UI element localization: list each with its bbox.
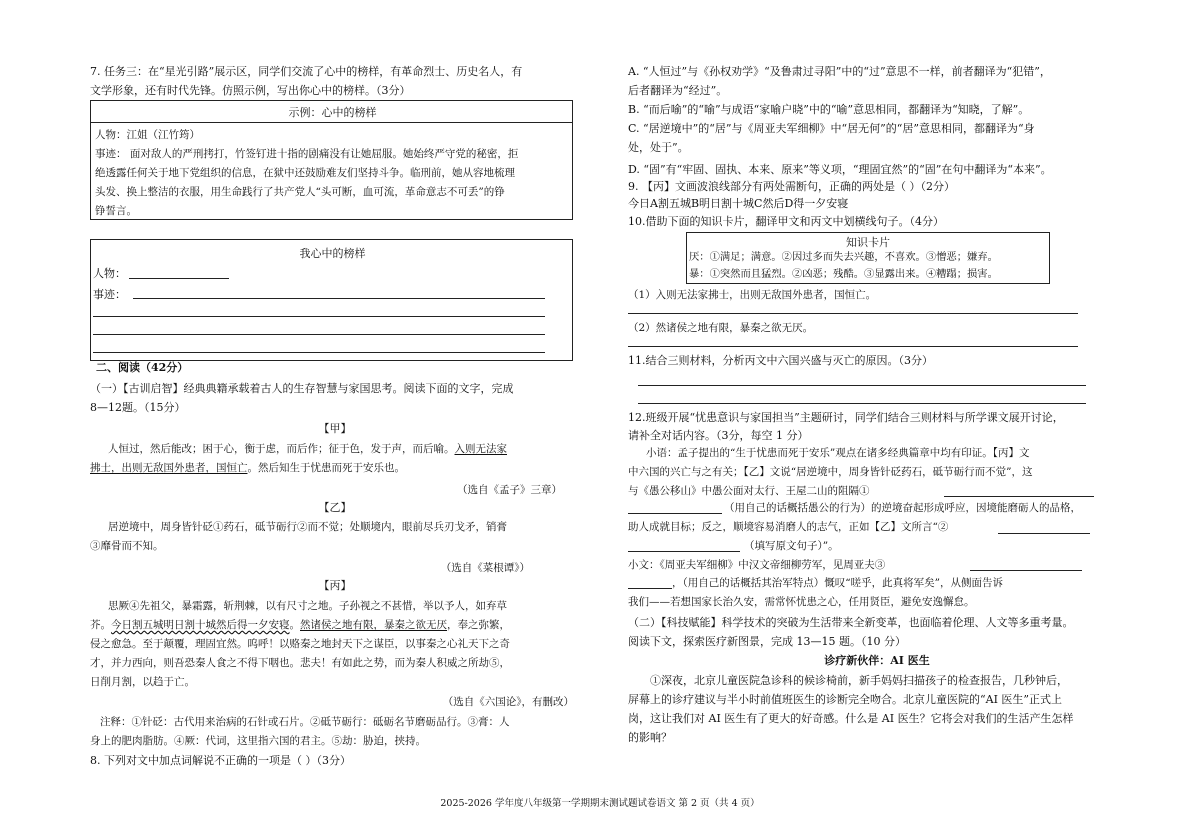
bing-label: 【丙】 bbox=[318, 579, 352, 592]
yi-label: 【乙】 bbox=[318, 501, 352, 514]
q7-line-1: 7. 任务三：在“星光引路”展示区，同学们交流了心中的榜样，有革命烈士、历史名人，有 bbox=[90, 65, 523, 78]
yi-line-2: ③靡骨而不知。 bbox=[90, 540, 164, 552]
page-footer: 2025-2026 学年度八年级第一学期期末测试题试卷语文 第 2 页（共 4 页） bbox=[440, 798, 760, 809]
deeds-blank-3[interactable] bbox=[93, 334, 545, 335]
jia-label: 【甲】 bbox=[318, 422, 352, 435]
q12-dialog-7: 小文：《周亚夫军细柳》中汉文帝细柳劳军，见周亚夫③ bbox=[628, 559, 886, 571]
q9-sentence: 今日A割五城B明日割十城C然后D得一夕安寝 bbox=[628, 197, 849, 210]
q12-dialog-5: 助人成就目标；反之，顺境容易消磨人的志气，正如【乙】文所言“② bbox=[628, 521, 949, 533]
q8-stem: 8. 下列对文中加点词解说不正确的一项是（ ）（3分） bbox=[90, 754, 351, 767]
yi-line-1: 居逆境中，周身皆针砭①药石，砥节砺行②而不觉；处顺境内，眼前尽兵刃戈矛，销膏 bbox=[108, 521, 507, 533]
q12-blank-2b[interactable] bbox=[628, 551, 740, 552]
part1-intro-2: 8—12题。（15分） bbox=[90, 401, 186, 414]
q10-answer-line-1[interactable] bbox=[628, 313, 1078, 314]
deeds-blank-4[interactable] bbox=[93, 352, 545, 353]
jia-source: （选自《孟子》三章） bbox=[457, 484, 562, 496]
q11-answer-line-2[interactable] bbox=[638, 403, 1086, 404]
q8-option-c-1: C. “居逆境中”的“居”与《周亚夫军细柳》中“居无何”的“居”意思相同，都翻译为“身 bbox=[628, 122, 1035, 135]
q9-stem: 9. 【丙】文画波浪线部分有两处需断句，正确的两处是（ ）（2分） bbox=[628, 180, 955, 193]
q12-dialog-1: 小语：孟子提出的“生于忧患而死于安乐”观点在诸多经典篇章中均有印证。【丙】文 bbox=[646, 447, 1030, 459]
my-role-model-box bbox=[90, 239, 573, 361]
deeds-blank-1[interactable] bbox=[133, 298, 545, 299]
q10-answer-line-2[interactable] bbox=[628, 346, 1078, 347]
part2-intro-1: （二）【科技赋能】科学技术的突破为生活带来全新变革，也面临着伦理、人文等多重考量。 bbox=[628, 616, 1074, 629]
q8-option-b: B. “而后喻”的“喻”与成语“家喻户晓”中的“喻”意思相同，都翻译为“知晓，了解”。 bbox=[628, 103, 1030, 116]
yi-source: （选自《菜根谭》） bbox=[440, 562, 530, 574]
my-role-model-title: 我心中的榜样 bbox=[299, 247, 366, 260]
example-deeds-1: 事迹： 面对敌人的严刑拷打，竹签钉进十指的剧痛没有让她屈服。她始终严守党的秘密，拒 bbox=[95, 148, 519, 160]
article-line-4: 的影响？ bbox=[628, 731, 672, 744]
example-divider bbox=[91, 122, 572, 123]
q12-stem-1: 12.班级开展“忧患意识与家国担当”主题研讨，同学们结合三则材料与所学课文展开讨论， bbox=[628, 411, 1064, 424]
part1-intro-1: （一）【古训启智】经典典籍承载着古人的生存智慧与家国思考。阅读下面的文字，完成 bbox=[90, 382, 514, 395]
q12-stem-2: 请补全对话内容。（3分，每空 1 分） bbox=[628, 429, 809, 442]
article-title: 诊疗新伙伴：AI 医生 bbox=[824, 654, 930, 667]
person-label: 人物： bbox=[93, 267, 126, 280]
example-deeds-2: 绝透露任何关于地下党组织的信息，在狱中还鼓励难友们坚持斗争。临刑前，她从容地梳理 bbox=[95, 167, 515, 179]
q8-option-d: D. “固”有“牢固、固执、本来、原来”等义项，“理固宜然”的“固”在句中翻译为“本来”。 bbox=[628, 163, 1052, 176]
section-heading: 二、阅读（42分） bbox=[96, 361, 189, 374]
bing-line-5: 日削月割，以趋于亡。 bbox=[90, 676, 195, 688]
q10-stem: 10.借助下面的知识卡片，翻译甲文和丙文中划横线句子。（4分） bbox=[628, 215, 944, 228]
example-person: 人物：江姐（江竹筠） bbox=[95, 129, 200, 141]
q12-dialog-4: （用自己的话概括愚公的行为）的逆境奋起形成呼应，因境能磨砺人的品格， bbox=[724, 502, 1081, 514]
person-blank[interactable] bbox=[129, 278, 229, 279]
deeds-blank-2[interactable] bbox=[93, 316, 545, 317]
q7-line-2: 文学形象，还有时代先锋。仿照示例，写出你心中的榜样。（3分） bbox=[90, 84, 411, 97]
bing-line-3: 侵之愈急。至于颠覆，理固宜然。呜呼！以赂秦之地封天下之谋臣，以事秦之心礼天下之奇 bbox=[90, 638, 510, 650]
article-line-2: 屏幕上的诊疗建议与半小时前值班医生的诊断完全吻合。北京儿童医院的“AI 医生”正式上 bbox=[628, 693, 1063, 706]
q10-sentence-1: （1）入则无法家拂士，出则无敌国外患者，国恒亡。 bbox=[628, 289, 877, 301]
article-line-1: ①深夜，北京儿童医院急诊科的候诊椅前，新手妈妈扫描孩子的检查报告，几秒钟后， bbox=[650, 674, 1068, 687]
q12-dialog-3: 与《愚公移山》中愚公面对太行、王屋二山的阻隔① bbox=[628, 485, 870, 497]
q12-blank-3b[interactable] bbox=[628, 588, 672, 589]
q12-dialog-9: 我们——若想国家长治久安，需常怀忧患之心，任用贤臣，避免安逸懈怠。 bbox=[628, 596, 975, 608]
knowledge-card-row-2: 暴：①突然而且猛烈。②凶恶；残酷。③显露出来。④糟蹋；损害。 bbox=[689, 268, 998, 280]
bing-source: （选自《六国论》，有删改） bbox=[442, 696, 574, 708]
article-line-3: 岗，这让我们对 AI 医生有了更大的好奇感。什么是 AI 医生？它将会对我们的生活产生怎样 bbox=[628, 712, 1074, 725]
example-deeds-4: 铮誓言。 bbox=[95, 205, 137, 217]
bing-line-1: 思厥④先祖父，暴霜露，斩荆棘，以有尺寸之地。子孙视之不甚惜，举以予人，如弃草 bbox=[108, 600, 507, 612]
q12-blank-1a[interactable] bbox=[944, 496, 1094, 497]
example-title: 示例：心中的榜样 bbox=[288, 106, 377, 119]
example-deeds-3: 头发、换上整洁的衣服，用生命践行了共产党人“头可断，血可流，革命意志不可丢”的铮 bbox=[95, 186, 505, 198]
q12-blank-2a[interactable] bbox=[998, 533, 1090, 534]
q11-stem: 11.结合三则材料，分析丙文中六国兴盛与灭亡的原因。（3分） bbox=[628, 354, 933, 367]
q12-blank-3a[interactable] bbox=[970, 570, 1082, 571]
q12-dialog-6: （填写原文句子）”。 bbox=[744, 540, 839, 552]
jia-line-1: 人恒过，然后能改；困于心，衡于虑，而后作；征于色，发于声，而后喻。入则无法家 bbox=[108, 443, 507, 455]
q10-sentence-2: （2）然诸侯之地有限，暴秦之欲无厌。 bbox=[628, 322, 814, 334]
jia-line-2: 拂士，出则无敌国外患者，国恒亡。然后知生于忧患而死于安乐也。 bbox=[90, 462, 405, 474]
knowledge-card-title: 知识卡片 bbox=[846, 236, 890, 249]
q11-answer-line-1[interactable] bbox=[638, 385, 1086, 386]
q8-option-a-1: A. “人恒过”与《孙权劝学》“及鲁肃过寻阳”中的“过”意思不一样，前者翻译为“犯错”， bbox=[628, 65, 1051, 78]
q8-option-c-2: 处，处于”。 bbox=[628, 141, 689, 154]
q12-blank-1b[interactable] bbox=[628, 513, 722, 514]
notes-line-2: 身上的肥肉脂肪。④厥：代词，这里指六国的君主。⑤劫：胁迫，挟持。 bbox=[90, 735, 426, 747]
bing-line-4: 才，并力西向，则吾恐秦人食之不得下咽也。悲夫！有如此之势，而为秦人积威之所劫⑤， bbox=[90, 657, 510, 669]
q8-option-a-2: 后者翻译为“经过”。 bbox=[628, 84, 728, 97]
deeds-label: 事迹： bbox=[93, 288, 126, 301]
part2-intro-2: 阅读下文，探索医疗新图景，完成 13—15 题。（10 分） bbox=[628, 635, 906, 648]
bing-line-2: 芥。今日割五城明日割十城然后得一夕安寝。然诸侯之地有限，暴秦之欲无厌，奉之弥繁， bbox=[90, 619, 510, 631]
example-box bbox=[90, 100, 573, 220]
notes-line-1: 注释：①针砭：古代用来治病的石针或石片。②砥节砺行：砥砺名节磨砺品行。③膏：人 bbox=[100, 716, 510, 728]
knowledge-card bbox=[686, 232, 1050, 284]
knowledge-card-row-1: 厌：①满足；满意。②因过多而失去兴趣，不喜欢。③憎恶；嫌弃。 bbox=[689, 251, 998, 263]
q12-dialog-2: 中六国的兴亡与之有关；【乙】文说“居逆境中，周身皆针砭药石，砥节砺行而不觉”，这 bbox=[628, 466, 1033, 478]
q12-dialog-8: ，（用自己的话概括其治军特点）慨叹“嗟乎，此真将军矣”，从侧面告诉 bbox=[672, 577, 1003, 589]
